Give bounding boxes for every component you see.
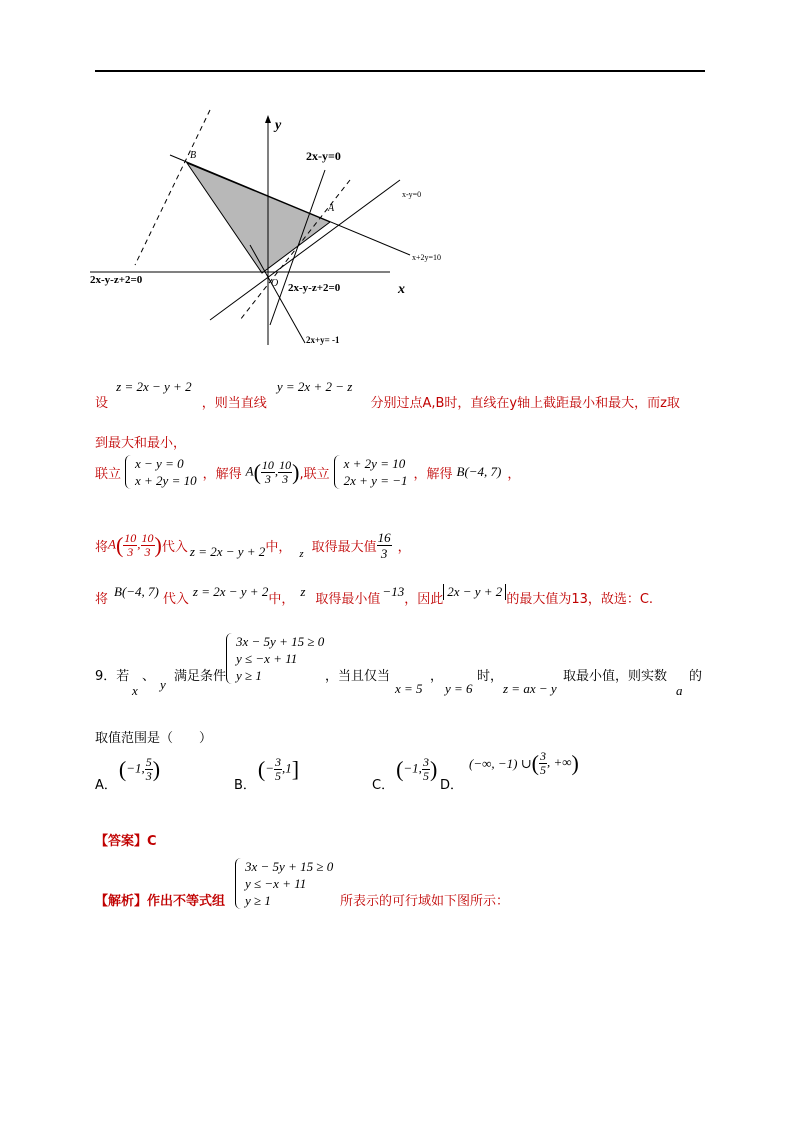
option-c-den: 5 [422,769,429,783]
frac-den: 3 [264,471,271,486]
point-a-label: A [328,203,335,214]
y-axis-arrow [265,115,271,123]
frac-num: 10 [124,531,137,545]
text-solve-1: ，解得 [202,466,242,482]
x-equals: x = 5 [395,681,423,696]
frac-num: 10 [141,531,154,545]
frac-num: 10 [279,457,292,472]
option-c-left: −1, [403,760,422,776]
system-1-eq-2: x + 2y = 10 [135,473,197,488]
system-2-eq-1: x + 2y = 10 [343,456,406,471]
y-axis-label: y [275,118,282,133]
option-b-num: 3 [275,755,282,769]
option-a[interactable]: A． (−1, $\frac{5}{3}$ ) [95,755,161,793]
header-rule [95,70,705,72]
label-dash-left: 2x-y-z+2=0 [90,274,143,286]
label-2x-plus-y: 2x+y= -1 [306,335,340,345]
abs-expression: 2x − y + 2 [443,584,506,600]
max-value [377,530,392,561]
point-b-coords-2: B(−4, 7) [114,583,159,599]
label-x-y: x-y=0 [402,190,422,199]
text-comma: ， [397,540,411,555]
frac-den: 3 [282,471,289,486]
text-when: 时， [477,669,504,684]
option-a-left: −1, [126,760,145,776]
option-d[interactable]: D． (−∞, −1) ∪ ( $\frac{3}{5}$ , +∞) [440,749,579,793]
system-1 [125,455,197,489]
option-d-left: (−∞, −1) ∪ [469,755,532,771]
max-den: 3 [380,546,388,561]
question-number: 9．若 [95,669,130,684]
origin-label: O [271,278,279,289]
option-a-label: A． [95,778,117,793]
text-join-2: ,联立 [299,466,330,482]
frac-den: 3 [127,545,134,559]
text-takes-min: 取最小值，则实数 [563,669,668,684]
question-9-line-2: 取值范围是（ ） [95,731,213,746]
text-in: 中， [265,540,292,555]
point-a-symbol: A [245,462,254,478]
system-2-eq-2: 2x + y = −1 [343,473,408,488]
option-b[interactable]: B． (− $\frac{3}{5}$ ,1] [234,755,300,793]
text-comma: ， [507,466,521,482]
option-b-right: ,1 [282,760,292,776]
text-sub-in: 代入 [162,592,189,607]
text-therefore: ，因此 [404,592,444,607]
shaded-region [187,163,330,273]
text-conclusion: 的最大值为13，故选：C. [506,592,654,607]
text-solve-2: ，解得 [413,466,453,482]
text-join-1: 联立 [95,466,122,482]
analysis-system [235,858,333,909]
option-d-label: D． [440,778,464,793]
option-b-label: B． [234,778,256,793]
frac-num: 10 [261,457,274,472]
text-substitute: 将 [95,592,109,607]
answer-label: 【答案】C [95,834,157,849]
option-a-num: 5 [145,755,152,769]
label-x-2y: x+2y=10 [412,253,442,262]
y-equals: y = 6 [445,681,473,696]
z-definition: z = 2x − y + 2 [116,379,192,394]
point-a-symbol: A [108,536,116,552]
text-substitute: 将 [95,540,109,555]
analysis-prefix: 【解析】作出不等式组 [95,894,226,909]
condition-1: 3x − 5y + 15 ≥ 0 [236,634,325,649]
x-axis-label: x [398,282,405,297]
text-in: 中， [268,592,295,607]
y-definition: y = 2x + 2 − z [276,379,353,394]
z-expression: z = 2x − y + 2 [192,583,269,599]
point-b-label: B [190,150,197,161]
text-condition: 满足条件 [174,669,227,684]
text-min: 取得最小值 [315,592,381,607]
option-a-den: 3 [145,769,152,783]
option-d-right: , +∞ [546,754,572,770]
solution-line-1 [95,379,680,411]
z-variable: z [299,547,304,560]
z-expression: z = 2x − y + 2 [189,543,266,559]
text-through-points: 分别过点A,B时，直线在y轴上截距最小和最大，而z取 [370,396,680,411]
text-only-when: ，当且仅当 [325,669,391,684]
option-d-den: 5 [539,763,546,777]
point-a-coords: A( $\frac{10}{3}$ , $\frac{10}{3}$ ) [245,457,300,486]
option-d-num: 3 [539,749,546,763]
feasible-region-figure [90,105,480,355]
z-equation: z = ax − y [503,681,557,696]
point-a-coords-2: A( $\frac{10}{3}$ , $\frac{10}{3}$ ) [108,531,162,559]
option-c-label: C． [372,778,395,793]
condition-system [226,633,324,684]
analysis-cond-1: 3x − 5y + 15 ≥ 0 [245,859,334,874]
condition-3: y ≥ 1 [236,668,262,683]
text-sub-in: 代入 [161,540,188,555]
text-comma-sep: 、 [142,669,156,684]
label-2x-y: 2x-y=0 [306,149,341,163]
option-b-neg: − [265,760,275,776]
system-1-eq-1: x − y = 0 [135,456,184,471]
max-num: 16 [377,530,391,545]
analysis-cond-3: y ≥ 1 [245,893,271,908]
text-of: 的 [689,669,703,684]
z-variable: z [300,583,306,599]
var-y: y [160,677,166,692]
condition-2: y ≤ −x + 11 [236,651,298,666]
var-a: a [676,683,683,698]
frac-den: 3 [144,545,151,559]
analysis-cond-2: y ≤ −x + 11 [245,876,307,891]
var-x: x [132,683,138,698]
document-page: y x B A O 2x-y=0 x-y=0 x+2y=10 2x-y-z+2=0 2x-y-z+2=0 2x+y= -1 设 z = 2x − y + 2 ，则当直线 y = 2x + 2 − z 分别过点A,B时，直线在y轴上截距最小和最大，而z取 到最大和最小， 联立 x − y = 0 x + 2y = 10 ，解得 A( $\frac{10}{3}$ , $\frac{10}{3}$ ) ,联立 x + 2y = 10 2x + y = −1 ，解得 B(−4, 7) ， 将 A( $\frac{10}{3}$ , $\frac{10}{3}$ ) 代入 z = 2x − y + 2 中， z 取得最大值 $\frac{16}{3}$ ， 将 B(−4, 7) 代入 z = 2x − y + 2 中， z 取得最小值 −13 ，因此 2x − y + 2 的最大值为13，故选：C. 9．若 x 、 y 满足条件 3x − 5y + 15 ≥ 0 y ≤ −x + 11 y ≥ 1 ，当且仅当 x = 5 ， y = 6 时， z = ax − y 取最小值，则实数 a 的 取值范围是（ ） A． (−1, $\frac{5}{3}$ ) B． (− $\frac{3}{5}$ ,1] C． (−1, $\frac{3}{5}$ ) D． (−∞, −1) ∪ ( $\frac{3}{5}$ , +∞) 【答案】C 【解析】作出不等式组 3x − 5y + 15 ≥ 0 y ≤ −x + 11 y ≥ 1 所表示的可行域如下图所示： [0,0,800,1132]
option-c-num: 3 [422,755,429,769]
option-c[interactable]: C． (−1, $\frac{3}{5}$ ) [372,755,438,793]
point-b-coords: B(−4, 7) [456,464,502,479]
solution-line-3 [95,455,520,489]
min-value: −13 [382,583,405,599]
text-max: 取得最大值 [311,540,377,555]
label-dash-right: 2x-y-z+2=0 [288,282,341,294]
option-b-den: 5 [275,769,282,783]
dashed-line-left [135,110,210,265]
analysis-suffix: 所表示的可行域如下图所示： [340,894,510,909]
text-when-line: ，则当直线 [201,396,267,411]
solution-line-4 [95,530,411,561]
solution-line-2: 到最大和最小， [95,436,187,451]
text-she: 设 [95,396,109,411]
system-2 [334,455,408,489]
solution-line-5 [95,583,654,607]
